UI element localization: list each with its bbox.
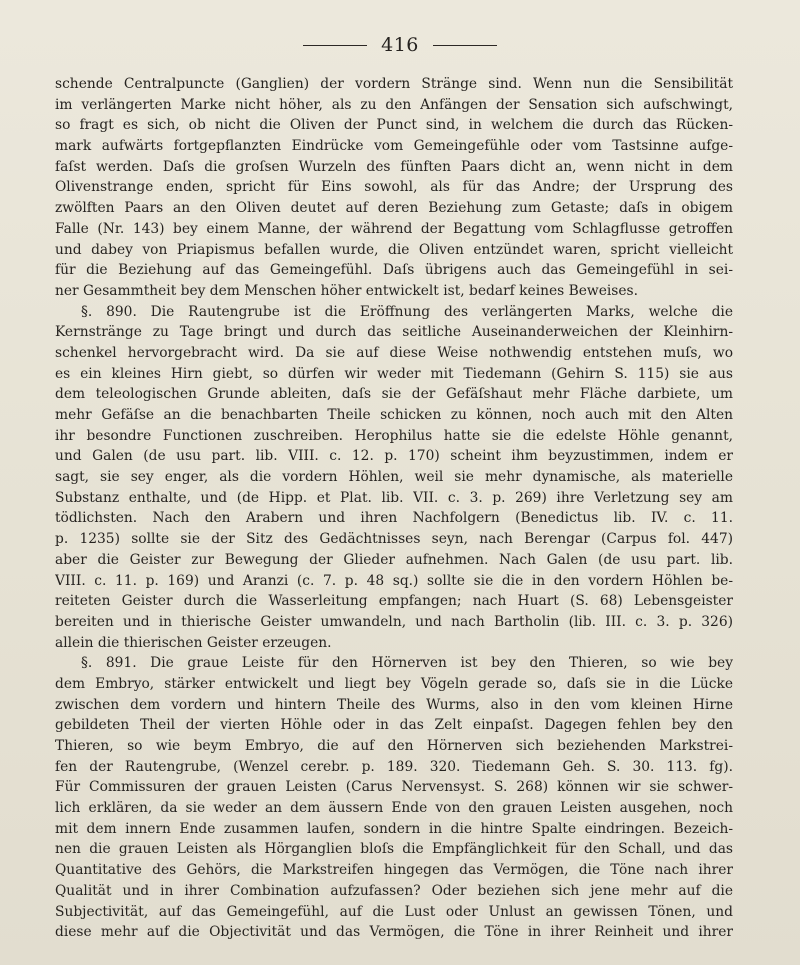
text-line: im verlängerten Marke nicht höher, als zu den Anfängen der Sensation sich aufschwingt, <box>55 96 733 113</box>
text-line: faſst werden. Daſs die groſsen Wurzeln des fünften Paars dicht an, wenn nicht in dem <box>55 158 733 175</box>
text-line: Subjectivität, auf das Gemeingefühl, auf die Lust oder Unlust an gewissen Tönen, und <box>55 903 733 920</box>
text-line: bereiten und in thierische Geister umwandeln, und nach Bartholin (lib. III. c. 3. p. 326) <box>55 613 733 630</box>
text-line: und dabey von Priapismus befallen wurde, die Oliven entzündet waren, spricht vielleicht <box>55 241 733 258</box>
text-line: tödlichsten. Nach den Arabern und ihren Nachfolgern (Benedictus lib. IV. c. 11. <box>55 510 733 527</box>
text-line: fen der Rautengrube, (Wenzel cerebr. p. 189. 320. Tiedemann Geh. S. 30. 113. fg). <box>55 758 733 775</box>
text-line: mark aufwärts fortgepflanzten Eindrücke vom Gemeingefühle oder vom Tastsinne aufge- <box>55 138 733 155</box>
text-line: und Galen (de usu part. lib. VIII. c. 12. p. 170) scheint ihm beyzustimmen, indem er <box>55 448 733 465</box>
body-text <box>55 74 733 943</box>
text-line: dem Embryo, stärker entwickelt und liegt bey Vögeln gerade so, daſs sie in die Lücke <box>55 675 733 692</box>
text-line: reiteten Geister durch die Wasserleitung empfangen; nach Huart (S. 68) Lebensgeister <box>55 593 733 610</box>
text-line: allein die thierischen Geister erzeugen. <box>55 634 332 651</box>
text-line: diese mehr auf die Objectivität und das Vermögen, die Töne in ihrer Reinheit und ihrer <box>55 924 733 941</box>
text-line: p. 1235) sollte sie der Sitz des Gedächtnisses seyn, nach Berengar (Carpus fol. 447) <box>55 531 733 548</box>
paragraph-891-start: §. 891. Die graue Leiste für den Hörnerven ist bey den Thieren, so wie bey <box>81 655 733 672</box>
paragraph-890-start: §. 890. Die Rautengrube ist die Eröffnung des verlängerten Marks, welche die <box>81 303 733 320</box>
text-line: aber die Geister zur Bewegung der Glieder aufnehmen. Nach Galen (de usu part. lib. <box>55 551 733 568</box>
page-header <box>0 34 800 56</box>
text-line: ihr besondre Functionen zuschreiben. Herophilus hatte sie die edelste Höhle genannt, <box>55 427 733 444</box>
text-line: lich erklären, da sie weder an dem äussern Ende von den grauen Leisten ausgehen, noch <box>55 800 733 817</box>
text-line: mit dem innern Ende zusammen laufen, sondern in die hintre Spalte eindringen. Bezeich- <box>55 820 733 837</box>
header-rule-left <box>303 45 367 46</box>
text-line: Kernstränge zu Tage bringt und durch das seitliche Auseinanderweichen der Kleinhirn- <box>55 324 733 341</box>
text-line: Quantitative des Gehörs, die Markstreifen hingegen das Vermögen, die Töne nach ihrer <box>55 862 733 879</box>
text-line: Falle (Nr. 143) bey einem Manne, der während der Begattung vom Schlagflusse getroffen <box>55 220 733 237</box>
text-line: Olivenstrange enden, spricht für Eins sowohl, als für das Andre; der Ursprung des <box>55 179 733 196</box>
text-line: dem teleologischen Grunde ableiten, daſs sie der Gefäſshaut mehr Fläche darbiete, um <box>55 386 733 403</box>
text-line: sagt, sie sey enger, als die vordern Höhlen, weil sie mehr dynamische, als materielle <box>55 469 733 486</box>
text-line: schenkel hervorgebracht wird. Da sie auf diese Weise nothwendig entstehen muſs, wo <box>55 344 733 361</box>
header-rule-right <box>433 45 497 46</box>
text-line: gebildeten Theil der vierten Höhle oder in das Zelt einpaſst. Dagegen fehlen bey den <box>55 717 733 734</box>
text-line: für die Beziehung auf das Gemeingefühl. Daſs übrigens auch das Gemeingefühl in sei- <box>55 262 733 279</box>
text-line: zwischen dem vordern und hintern Theile des Wurms, also in den vom kleinen Hirne <box>55 696 733 713</box>
text-line: schende Centralpuncte (Ganglien) der vordern Stränge sind. Wenn nun die Sensibilität <box>55 76 733 92</box>
text-line: Qualität und in ihrer Combination aufzufassen? Oder beziehen sich jene mehr auf die <box>55 882 733 899</box>
text-line: nen die grauen Leisten als Hörganglien bloſs die Empfänglichkeit für den Schall, und das <box>55 841 733 858</box>
text-line: Substanz enthalte, und (de Hipp. et Plat. lib. VII. c. 3. p. 269) ihre Verletzung sey am <box>55 489 733 506</box>
text-line: VIII. c. 11. p. 169) und Aranzi (c. 7. p. 48 sq.) sollte sie die in den vordern Höhlen be- <box>55 572 733 589</box>
text-line: mehr Gefäſse an die benachbarten Theile schicken zu können, noch auch mit den Alten <box>55 407 733 423</box>
text-line: zwölften Paars an den Oliven deutet auf deren Beziehung zum Getaste; daſs in obigem <box>55 200 733 217</box>
text-line: Für Commissuren der grauen Leisten (Carus Nervensyst. S. 268) können wir sie schwer- <box>55 779 733 796</box>
text-line: so fragt es sich, ob nicht die Oliven der Punct sind, in welchem die durch das Rücken- <box>55 117 733 134</box>
text-line: Thieren, so wie beym Embryo, die auf den Hörnerven sich beziehenden Markstrei- <box>55 738 733 754</box>
page-number: 416 <box>381 34 419 56</box>
text-line: ner Gesammtheit bey dem Menschen höher entwickelt ist, bedarf keines Beweises. <box>55 282 639 299</box>
text-line: es ein kleines Hirn giebt, so dürfen wir weder mit Tiedemann (Gehirn S. 115) sie aus <box>55 365 733 382</box>
